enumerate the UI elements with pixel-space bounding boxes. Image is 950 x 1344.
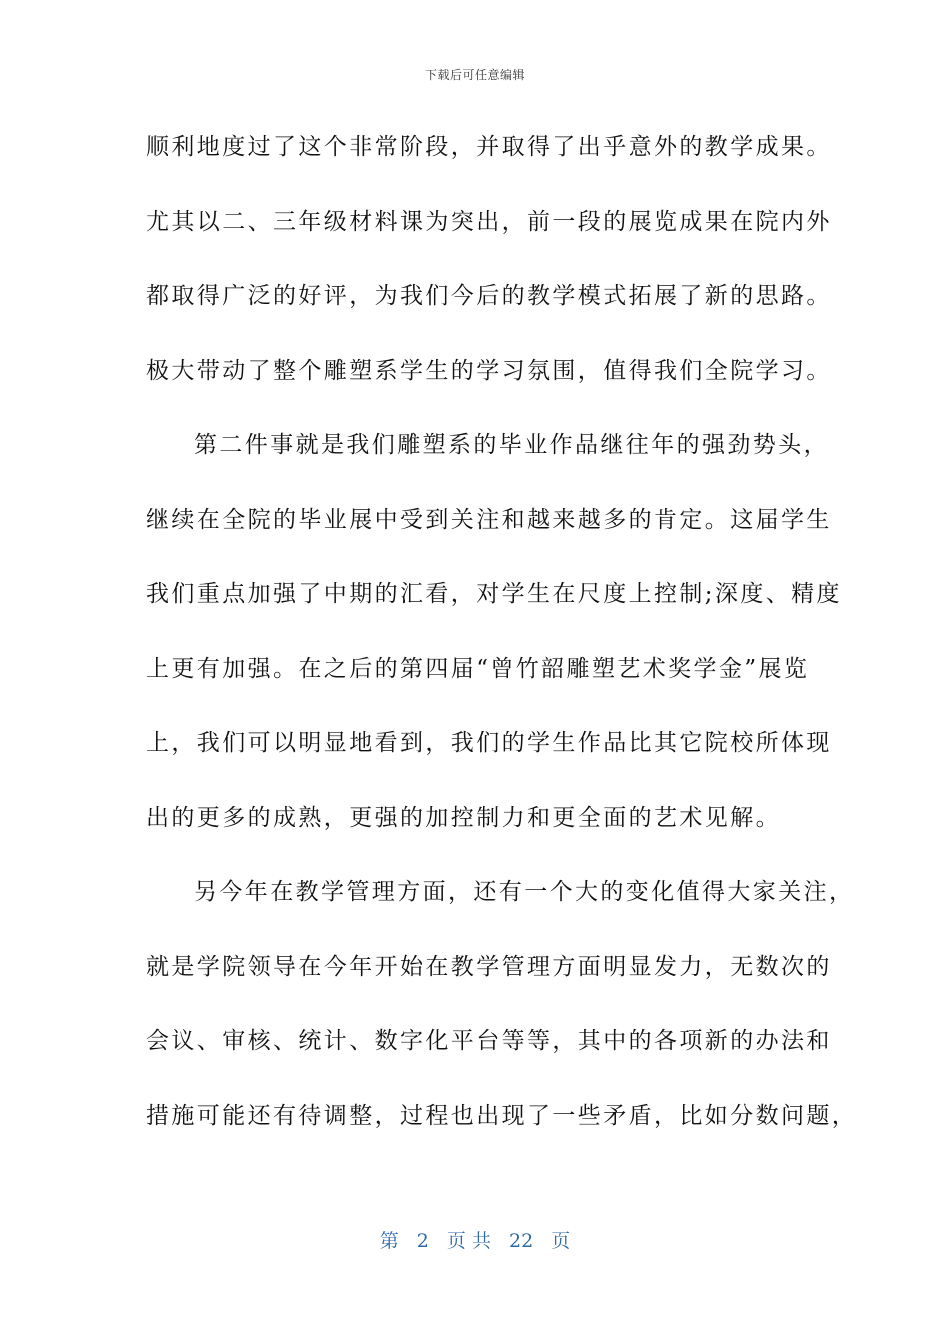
text-line: 上，我们可以明显地看到，我们的学生作品比其它院校所体现 [146,730,832,756]
document-body [146,118,858,1161]
text-line: 我们重点加强了中期的汇看，对学生在尺度上控制;深度、精度 [146,581,842,607]
text-line: 上更有加强。在之后的第四届“曾竹韶雕塑艺术奖学金”展览 [146,655,810,682]
page-suffix: 页 [551,1230,571,1252]
page-header-note: 下载后可任意编辑 [424,68,525,82]
text-line: 顺利地度过了这个非常阶段，并取得了出乎意外的教学成果。 [146,134,832,160]
text-line: 会议、审核、统计、数字化平台等等，其中的各项新的办法和 [146,1028,832,1054]
text-line: 极大带动了整个雕塑系学生的学习氛围，值得我们全院学习。 [146,357,832,384]
paragraph-start-line: 另今年在教学管理方面，还有一个大的变化值得大家关注， [194,879,855,905]
text-line: 出的更多的成熟，更强的加控制力和更全面的艺术见解。 [146,804,781,831]
page-prefix: 第 [379,1230,399,1252]
page-number-footer [0,1226,950,1253]
page-middle-text: 页 共 [446,1230,491,1252]
text-line: 措施可能还有待调整，过程也出现了一些矛盾，比如分数问题， [146,1102,858,1129]
text-line: 继续在全院的毕业展中受到关注和越来越多的肯定。这届学生 [146,506,832,533]
text-line: 就是学院领导在今年开始在教学管理方面明显发力，无数次的 [146,953,832,980]
text-line: 尤其以二、三年级材料课为突出，前一段的展览成果在院内外 [146,208,832,235]
current-page-number: 2 [416,1230,429,1252]
text-line: 都取得广泛的好评，为我们今后的教学模式拓展了新的思路。 [146,283,832,309]
total-page-count: 22 [509,1230,534,1252]
paragraph-start-line: 第二件事就是我们雕塑系的毕业作品继往年的强劲势头， [194,432,829,458]
